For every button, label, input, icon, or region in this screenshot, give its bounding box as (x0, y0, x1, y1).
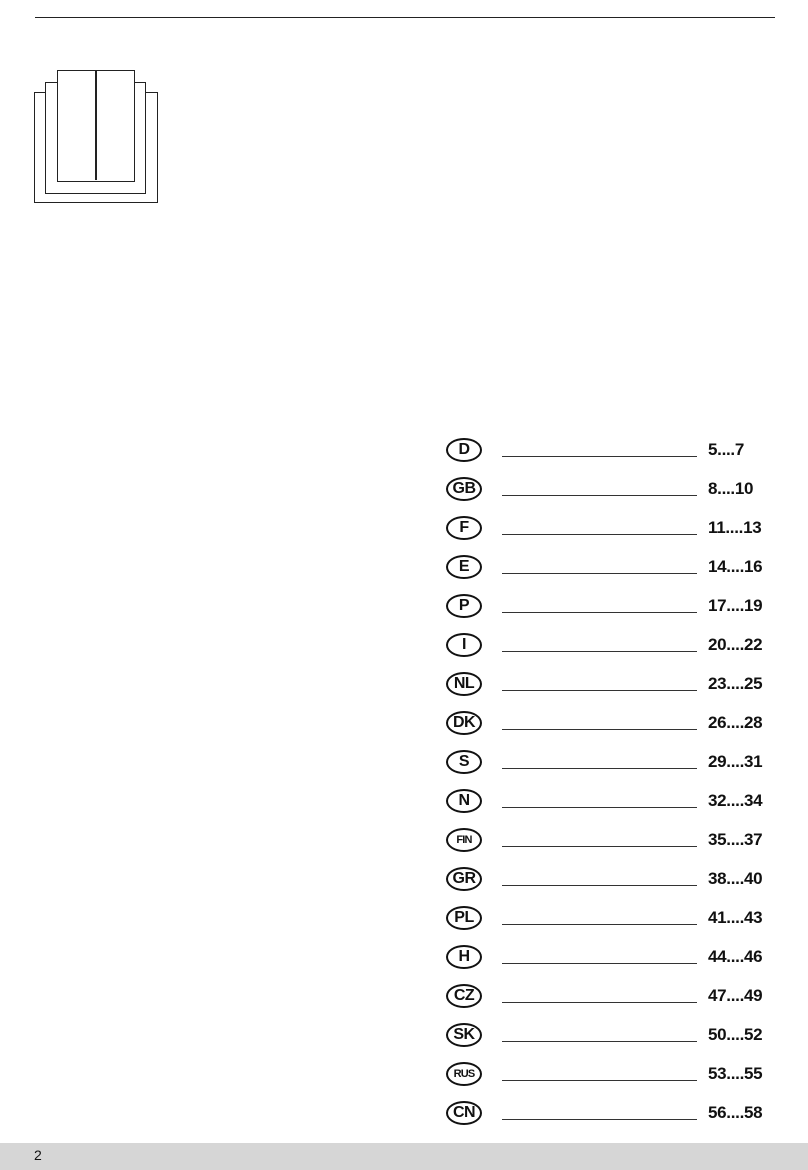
toc-row (446, 945, 776, 971)
page-range: 35....37 (708, 830, 763, 849)
page-range: 14....16 (708, 557, 763, 576)
language-code-badge: PL (446, 906, 482, 930)
toc-row (446, 789, 776, 815)
language-code-badge: GR (446, 867, 482, 891)
page-range: 8....10 (708, 479, 754, 498)
page-range: 26....28 (708, 713, 763, 732)
leader-line (502, 495, 697, 496)
leader-line (502, 963, 697, 964)
footer-bar (0, 1143, 808, 1170)
page-range: 50....52 (708, 1025, 763, 1044)
language-code-badge: N (446, 789, 482, 813)
language-code-badge: DK (446, 711, 482, 735)
page-range: 47....49 (708, 986, 763, 1005)
leader-line (502, 846, 697, 847)
page-range: 29....31 (708, 752, 763, 771)
leader-line (502, 768, 697, 769)
double-switch-frame-icon (34, 70, 158, 203)
language-code-badge: E (446, 555, 482, 579)
page-range: 5....7 (708, 440, 745, 459)
language-code-badge: NL (446, 672, 482, 696)
leader-line (502, 885, 697, 886)
toc-row (446, 711, 776, 737)
leader-line (502, 651, 697, 652)
leader-line (502, 1002, 697, 1003)
toc-row (446, 867, 776, 893)
language-code-badge: RUS (446, 1062, 482, 1086)
language-code-badge: D (446, 438, 482, 462)
page-range: 44....46 (708, 947, 763, 966)
toc-row (446, 438, 776, 464)
leader-line (502, 612, 697, 613)
toc-row (446, 594, 776, 620)
toc-row (446, 555, 776, 581)
toc-row (446, 672, 776, 698)
page-range: 56....58 (708, 1103, 763, 1122)
language-code-badge: FIN (446, 828, 482, 852)
leader-line (502, 534, 697, 535)
page-range: 41....43 (708, 908, 763, 927)
leader-line (502, 924, 697, 925)
leader-line (502, 729, 697, 730)
toc-row (446, 1062, 776, 1088)
language-code-badge: CZ (446, 984, 482, 1008)
page-range: 20....22 (708, 635, 763, 654)
page-range: 23....25 (708, 674, 763, 693)
leader-line (502, 1119, 697, 1120)
toc-row (446, 516, 776, 542)
page-range: 17....19 (708, 596, 763, 615)
top-divider (35, 17, 775, 18)
toc-row (446, 1023, 776, 1049)
leader-line (502, 807, 697, 808)
language-code-badge: GB (446, 477, 482, 501)
leader-line (502, 456, 697, 457)
toc-row (446, 828, 776, 854)
leader-line (502, 1041, 697, 1042)
language-code-badge: S (446, 750, 482, 774)
language-code-badge: F (446, 516, 482, 540)
toc-row (446, 633, 776, 659)
page-range: 53....55 (708, 1064, 763, 1083)
language-code-badge: CN (446, 1101, 482, 1125)
toc-row (446, 984, 776, 1010)
language-code-badge: P (446, 594, 482, 618)
leader-line (502, 1080, 697, 1081)
page-range: 32....34 (708, 791, 763, 810)
toc-row (446, 750, 776, 776)
toc-row (446, 477, 776, 503)
page-number: 2 (34, 1147, 42, 1163)
leader-line (502, 573, 697, 574)
page-range: 11....13 (708, 518, 762, 537)
page-range: 38....40 (708, 869, 763, 888)
leader-line (502, 690, 697, 691)
language-code-badge: H (446, 945, 482, 969)
toc-row (446, 906, 776, 932)
language-code-badge: I (446, 633, 482, 657)
toc-row (446, 1101, 776, 1127)
language-code-badge: SK (446, 1023, 482, 1047)
